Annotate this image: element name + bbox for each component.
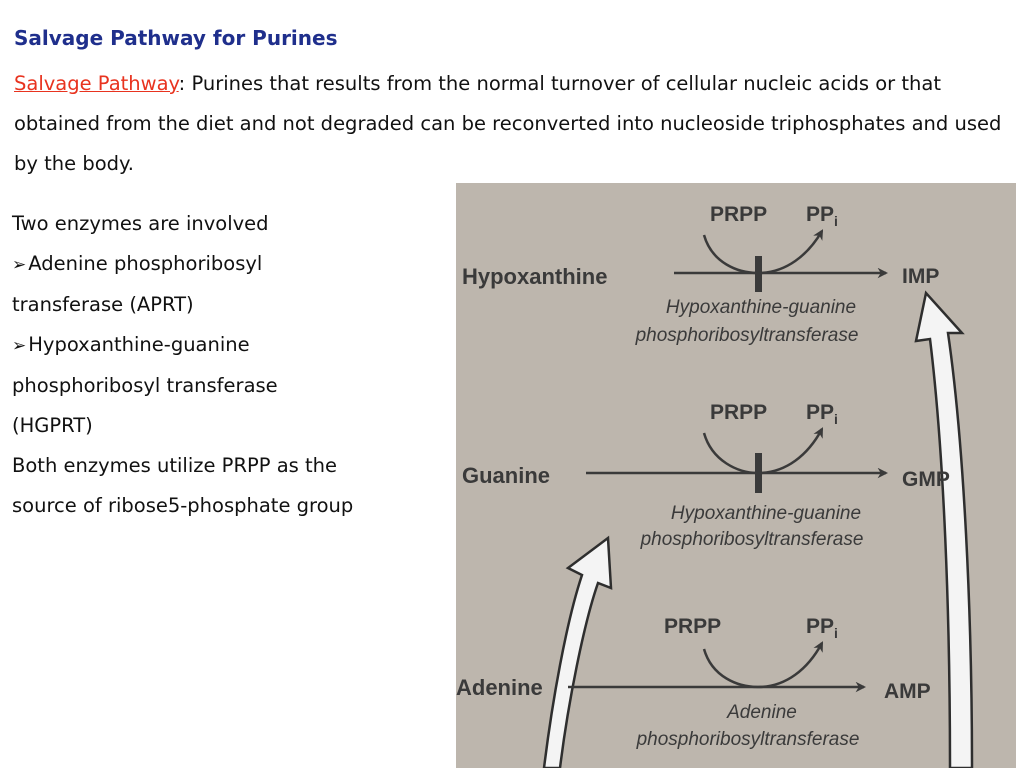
prpp-label: PRPP [664,615,722,638]
enzyme-name-2: phosphoribosyltransferase [636,729,860,750]
enzyme-name-1: Hypoxanthine-guanine [670,503,862,524]
substrate-label: Adenine [456,675,543,700]
enzymes-intro-line: Two enzymes are involved [12,212,269,235]
ppi-label: $PP_i$ [806,615,838,641]
bullet-hgprt-text-3: (HGPRT) [12,414,93,437]
substrate-label: Hypoxanthine [462,264,608,289]
enzyme-bar [755,256,762,292]
intro-lead-term: Salvage Pathway [14,72,179,95]
intro-colon: : [178,72,186,95]
prpp-note-1: Both enzymes utilize PRPP as the [12,454,338,477]
bullet-hgprt [12,325,452,366]
prpp-label: PRPP [710,203,768,226]
bullet-hgprt-text-2: phosphoribosyl transferase [12,374,278,397]
salvage-pathway-figure [456,183,1016,768]
arrow-bullet-icon: ➢ [12,336,27,356]
intro-paragraph [14,64,1014,184]
product-label: GMP [902,468,950,491]
bullet-aprt-text-2: transferase (APRT) [12,293,194,316]
prpp-label: PRPP [710,401,768,424]
bullet-aprt [12,244,452,285]
salvage-diagram [456,183,1016,768]
enzyme-list [12,204,452,526]
product-label: IMP [902,265,940,288]
product-label: AMP [884,680,931,703]
bullet-aprt-text-1: Adenine phosphoribosyl [28,252,263,275]
enzyme-name-1: Hypoxanthine-guanine [665,297,857,318]
ppi-label: $PP_i$ [806,203,838,229]
arrow-bullet-icon: ➢ [12,255,27,275]
prpp-note-2: source of ribose5-phosphate group [12,494,354,517]
intro-text: Purines that results from the normal turnover of cellular nucleic acids or that obtained from the diet and not degraded can be reconverted into nucleoside triphosphates and used by the body. [14,72,1002,175]
enzyme-bar [755,453,762,493]
substrate-label: Guanine [462,463,551,488]
enzyme-name-1: Adenine [727,702,797,723]
bullet-hgprt-text-1: Hypoxanthine-guanine [28,333,250,356]
enzyme-name-2: phosphoribosyltransferase [640,529,864,550]
enzyme-name-2: phosphoribosyltransferase [635,325,859,346]
slide-title: Salvage Pathway for Purines [14,26,338,50]
ppi-label: $PP_i$ [806,401,838,427]
